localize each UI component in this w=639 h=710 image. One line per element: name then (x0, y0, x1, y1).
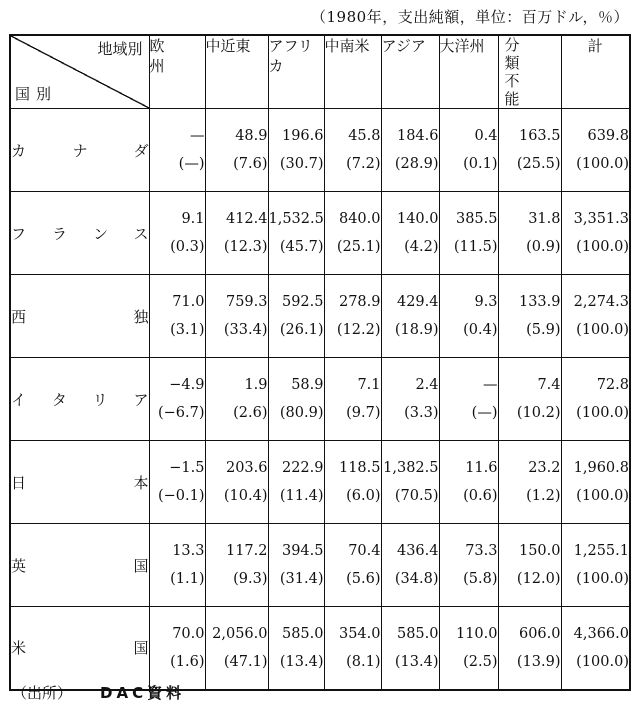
cell-amount: 592.5 (281, 294, 324, 310)
row-country-label: 西独 (10, 275, 149, 358)
cell-share: (5.6) (346, 571, 381, 587)
cell-share: (13.4) (279, 653, 324, 670)
cell-share: (26.1) (279, 322, 324, 338)
cell-share: (30.7) (279, 156, 324, 172)
cell-total (561, 192, 630, 275)
cell-amount: 354.0 (338, 625, 381, 642)
cell-total (561, 607, 630, 690)
cell-amount: 2,274.3 (573, 294, 629, 310)
source-label: （出所） (12, 684, 73, 702)
cell-amount: 13.3 (172, 543, 205, 559)
table-row (10, 358, 630, 441)
cell-share: (13.4) (394, 653, 439, 670)
cell-amount: 133.9 (518, 294, 561, 310)
cell-middle_east (205, 358, 268, 441)
cell-africa (268, 275, 324, 358)
cell-amount: — (483, 377, 498, 393)
cell-share: (5.8) (463, 571, 498, 587)
cell-amount: 639.8 (587, 128, 629, 144)
cell-oceania (439, 192, 498, 275)
cell-share: (3.3) (404, 405, 439, 421)
cell-europe (149, 275, 205, 358)
cell-amount: 48.9 (235, 128, 268, 144)
cell-amount: 203.6 (225, 460, 268, 476)
header-corner (10, 35, 149, 109)
cell-amount: 9.1 (181, 211, 205, 227)
cell-share: (12.3) (223, 239, 268, 255)
cell-total (561, 358, 630, 441)
cell-amount: 140.0 (396, 211, 439, 227)
source-text: DAC資料 (100, 684, 186, 702)
cell-africa (268, 192, 324, 275)
cell-share: (11.5) (453, 239, 498, 255)
cell-middle_east (205, 192, 268, 275)
cell-asia (381, 607, 439, 690)
table-body (10, 109, 630, 690)
cell-africa (268, 441, 324, 524)
cell-amount: 23.2 (528, 460, 561, 476)
header-row (10, 35, 630, 109)
cell-share: (6.0) (346, 488, 381, 504)
cell-amount: 196.6 (281, 128, 324, 144)
unit-note: （1980年，支出純額，単位：百万ドル，％） (311, 8, 629, 26)
cell-europe (149, 524, 205, 607)
cell-europe (149, 109, 205, 192)
cell-asia (381, 441, 439, 524)
cell-amount: 4,366.0 (573, 625, 629, 642)
cell-total (561, 275, 630, 358)
cell-amount: 1,960.8 (573, 460, 629, 476)
cell-amount: 31.8 (528, 211, 561, 227)
col-header-unclassified (498, 35, 561, 109)
cell-amount: 117.2 (225, 543, 268, 559)
cell-asia (381, 109, 439, 192)
cell-amount: 58.9 (291, 377, 324, 393)
cell-latin_america (324, 524, 381, 607)
cell-share: (7.2) (346, 156, 381, 172)
cell-share: (100.0) (576, 239, 629, 255)
cell-amount: 278.9 (338, 294, 381, 310)
cell-amount: 70.0 (172, 625, 205, 642)
cell-share: (12.2) (336, 322, 381, 338)
table-row (10, 441, 630, 524)
cell-amount: 1.9 (244, 377, 268, 393)
cell-africa (268, 109, 324, 192)
cell-amount: −4.9 (169, 377, 205, 393)
cell-share: (8.1) (346, 653, 381, 670)
cell-amount: 1,532.5 (268, 211, 324, 227)
cell-asia (381, 275, 439, 358)
cell-share: (100.0) (576, 405, 629, 421)
cell-amount: 1,382.5 (383, 460, 439, 476)
cell-share: (100.0) (576, 156, 629, 172)
source-note (12, 682, 185, 703)
cell-amount: 2,056.0 (212, 625, 268, 642)
cell-amount: 840.0 (338, 211, 381, 227)
cell-amount: 222.9 (281, 460, 324, 476)
col-header-africa: アフリカ (268, 35, 324, 109)
cell-share: (100.0) (576, 653, 629, 670)
cell-share: (70.5) (394, 488, 439, 504)
cell-oceania (439, 524, 498, 607)
cell-amount: 1,255.1 (573, 543, 629, 559)
row-country-label: 日本 (10, 441, 149, 524)
cell-share: (2.5) (463, 653, 498, 670)
cell-share: (100.0) (576, 322, 629, 338)
cell-share: (3.1) (170, 322, 205, 338)
row-country-label: 英国 (10, 524, 149, 607)
table-row (10, 275, 630, 358)
table-row (10, 192, 630, 275)
cell-amount: 118.5 (338, 460, 381, 476)
cell-unclassified (498, 441, 561, 524)
cell-europe (149, 607, 205, 690)
col-header-middle-east: 中近東 (205, 35, 268, 109)
cell-amount: 0.4 (474, 128, 498, 144)
aid-by-region-table (9, 34, 631, 691)
cell-share: (31.4) (279, 571, 324, 587)
cell-africa (268, 607, 324, 690)
cell-share: (25.1) (336, 239, 381, 255)
cell-total (561, 109, 630, 192)
cell-share: (100.0) (576, 571, 629, 587)
cell-share: (25.5) (516, 156, 561, 172)
cell-amount: 759.3 (225, 294, 268, 310)
cell-amount: 110.0 (455, 625, 498, 642)
cell-africa (268, 358, 324, 441)
cell-amount: 585.0 (281, 625, 324, 642)
cell-unclassified (498, 358, 561, 441)
cell-share: (34.8) (394, 571, 439, 587)
col-header-unclassified-line2: 不能 (504, 72, 534, 108)
col-header-total: 計 (561, 35, 630, 109)
cell-unclassified (498, 109, 561, 192)
cell-total (561, 524, 630, 607)
cell-middle_east (205, 607, 268, 690)
cell-unclassified (498, 192, 561, 275)
cell-latin_america (324, 441, 381, 524)
cell-unclassified (498, 524, 561, 607)
cell-oceania (439, 607, 498, 690)
cell-amount: 429.4 (396, 294, 439, 310)
corner-label-country: 国別 (15, 85, 58, 103)
cell-share: (−6.7) (157, 405, 205, 421)
cell-share: (47.1) (223, 653, 268, 670)
cell-amount: 585.0 (396, 625, 439, 642)
cell-total (561, 441, 630, 524)
cell-middle_east (205, 441, 268, 524)
cell-share: (−0.1) (157, 488, 205, 504)
cell-latin_america (324, 109, 381, 192)
cell-share: (1.6) (170, 653, 205, 670)
cell-share: (0.1) (463, 156, 498, 172)
table-row (10, 607, 630, 690)
cell-share: (7.6) (233, 156, 268, 172)
col-header-oceania: 大洋州 (439, 35, 498, 109)
cell-share: (11.4) (279, 488, 324, 504)
cell-oceania (439, 109, 498, 192)
cell-share: (33.4) (223, 322, 268, 338)
cell-amount: 2.4 (415, 377, 439, 393)
cell-unclassified (498, 275, 561, 358)
cell-share: (—) (471, 405, 498, 421)
row-country-label: 米国 (10, 607, 149, 690)
cell-amount: 71.0 (172, 294, 205, 310)
cell-unclassified (498, 607, 561, 690)
cell-oceania (439, 358, 498, 441)
cell-europe (149, 358, 205, 441)
table-row (10, 524, 630, 607)
cell-share: (0.3) (170, 239, 205, 255)
cell-share: (80.9) (279, 405, 324, 421)
col-header-unclassified-line1: 分類 (504, 36, 534, 72)
cell-amount: 184.6 (396, 128, 439, 144)
cell-share: (9.3) (233, 571, 268, 587)
cell-share: (9.7) (346, 405, 381, 421)
cell-asia (381, 524, 439, 607)
cell-share: (18.9) (394, 322, 439, 338)
cell-share: (0.4) (463, 322, 498, 338)
cell-amount: 45.8 (348, 128, 381, 144)
cell-share: (0.9) (526, 239, 561, 255)
cell-amount: 72.8 (596, 377, 629, 393)
cell-share: (2.6) (233, 405, 268, 421)
cell-latin_america (324, 275, 381, 358)
cell-amount: 73.3 (465, 543, 498, 559)
col-header-asia: アジア (381, 35, 439, 109)
cell-europe (149, 441, 205, 524)
cell-amount: 7.1 (357, 377, 381, 393)
cell-latin_america (324, 192, 381, 275)
cell-share: (28.9) (394, 156, 439, 172)
cell-amount: 394.5 (281, 543, 324, 559)
table-row (10, 109, 630, 192)
cell-share: (100.0) (576, 488, 629, 504)
cell-share: (13.9) (516, 653, 561, 670)
cell-amount: 606.0 (518, 625, 561, 642)
cell-share: (10.2) (516, 405, 561, 421)
corner-label-region: 地域別 (97, 40, 143, 58)
cell-amount: — (190, 128, 205, 144)
cell-amount: 3,351.3 (573, 211, 629, 227)
cell-share: (4.2) (404, 239, 439, 255)
cell-share: (12.0) (516, 571, 561, 587)
row-country-label: フランス (10, 192, 149, 275)
cell-share: (45.7) (279, 239, 324, 255)
cell-amount: 436.4 (396, 543, 439, 559)
cell-latin_america (324, 607, 381, 690)
cell-share: (10.4) (223, 488, 268, 504)
cell-europe (149, 192, 205, 275)
cell-share: (1.2) (526, 488, 561, 504)
col-header-latin-america: 中南米 (324, 35, 381, 109)
row-country-label: イタリア (10, 358, 149, 441)
cell-share: (1.1) (170, 571, 205, 587)
cell-asia (381, 358, 439, 441)
cell-middle_east (205, 109, 268, 192)
cell-share: (5.9) (526, 322, 561, 338)
cell-amount: 163.5 (518, 128, 561, 144)
cell-amount: −1.5 (169, 460, 205, 476)
cell-amount: 70.4 (348, 543, 381, 559)
cell-middle_east (205, 524, 268, 607)
cell-amount: 9.3 (474, 294, 498, 310)
cell-amount: 385.5 (455, 211, 498, 227)
cell-amount: 11.6 (465, 460, 498, 476)
cell-asia (381, 192, 439, 275)
cell-oceania (439, 441, 498, 524)
cell-africa (268, 524, 324, 607)
cell-middle_east (205, 275, 268, 358)
cell-amount: 150.0 (518, 543, 561, 559)
cell-share: (—) (178, 156, 205, 172)
cell-oceania (439, 275, 498, 358)
cell-share: (0.6) (463, 488, 498, 504)
cell-latin_america (324, 358, 381, 441)
cell-amount: 412.4 (225, 211, 268, 227)
row-country-label: カナダ (10, 109, 149, 192)
cell-amount: 7.4 (537, 377, 561, 393)
col-header-europe: 欧州 (149, 35, 205, 109)
